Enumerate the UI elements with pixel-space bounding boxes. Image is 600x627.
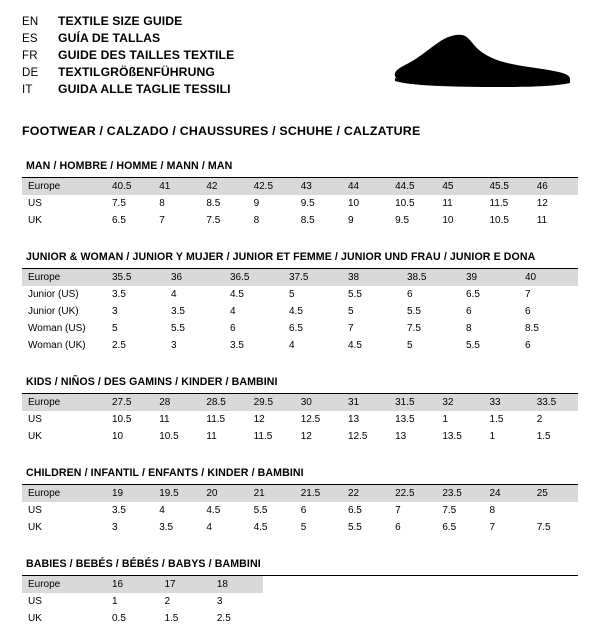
table-row [22,337,578,354]
cell: 11.5 [253,431,273,442]
row-label: Woman (US) [28,323,86,334]
table-row [22,394,578,411]
cell: 10 [112,431,124,442]
cell: 5.5 [348,289,362,300]
cell: 21 [248,485,295,502]
cell: 38.5 [401,269,460,286]
table-row [22,411,578,428]
cell: 45.5 [484,178,531,195]
row-label: Europe [22,269,106,286]
cell: 30 [295,394,342,411]
cell: 7 [159,215,165,226]
cell: 2.5 [216,613,231,624]
cell: 1 [442,414,448,425]
cell: 4 [159,505,165,516]
cell: 3 [171,340,177,351]
cell: 6.5 [442,522,457,533]
cell: 28 [153,394,200,411]
cell: 1 [112,596,118,607]
cell: 7.5 [442,505,457,516]
cell [316,610,368,627]
cell: 8 [489,505,496,516]
size-block-junior-woman [22,251,578,354]
cell: 9.5 [300,198,315,209]
cell [263,576,315,593]
cell: 23.5 [436,485,483,502]
dress-shoe-icon [392,32,572,94]
cell: 17 [158,576,210,593]
cell: 8.5 [300,215,315,226]
cell: 46 [531,178,578,195]
size-block-man [22,160,578,229]
cell: 43 [295,178,342,195]
cell: 40 [519,269,578,286]
table-row [22,195,578,212]
cell: 10.5 [159,431,179,442]
cell [368,576,420,593]
cell: 22 [342,485,389,502]
cell: 6 [525,340,531,351]
cell: 45 [436,178,483,195]
cell: 19.5 [153,485,200,502]
cell: 39 [460,269,519,286]
cell: 10 [347,198,360,209]
cell: 5.5 [253,505,268,516]
cell: 4 [289,340,295,351]
cell: 31.5 [389,394,436,411]
cell: 3 [112,306,118,317]
cell: 35.5 [106,269,165,286]
cell: 9 [347,215,354,226]
cell: 8 [159,198,165,209]
cell: 2 [536,414,543,425]
language-title: TEXTILGRÖßENFÜHRUNG [58,65,215,79]
row-label: Europe [22,178,106,195]
cell: 12 [253,414,265,425]
cell: 5 [407,340,413,351]
cell: 28.5 [200,394,247,411]
cell: 3.5 [112,505,126,516]
language-title: GUÍA DE TALLAS [58,31,161,45]
size-table-man [22,178,578,229]
cell [526,610,579,627]
cell: 4.5 [348,340,362,351]
cell: 4.5 [289,306,303,317]
cell: 6 [300,505,307,516]
block-title: JUNIOR & WOMAN / JUNIOR Y MUJER / JUNIOR ET FEMME / JUNIOR UND FRAU / JUNIOR E DONA [26,251,536,263]
cell: 5.5 [466,340,480,351]
table-row [22,303,578,320]
table-row [22,178,578,195]
row-label: UK [28,431,42,442]
table-row [22,212,578,229]
row-label: Europe [22,394,106,411]
size-table-babies [22,576,578,627]
cell: 9.5 [395,215,410,226]
cell: 41 [153,178,200,195]
language-code: DE [22,67,39,79]
cell: 20 [200,485,247,502]
size-table-junior-woman [22,269,578,354]
cell [421,593,473,610]
row-label: US [28,198,42,209]
cell: 11.5 [489,198,509,209]
row-label: UK [28,613,42,624]
cell: 3 [112,522,118,533]
cell: 3.5 [159,522,174,533]
cell: 6.5 [112,215,126,226]
cell: 12.5 [347,431,368,442]
cell: 36 [165,269,224,286]
cell: 10.5 [112,414,132,425]
cell: 1 [489,431,496,442]
cell: 31 [342,394,389,411]
cell: 4.5 [253,522,268,533]
cell: 1.5 [489,414,504,425]
cell: 13 [395,431,407,442]
cell: 10 [442,215,454,226]
cell: 6 [230,323,236,334]
cell: 5 [289,289,295,300]
table-row [22,269,578,286]
cell: 12 [536,198,548,209]
cell: 16 [106,576,158,593]
cell [316,593,368,610]
cell: 6 [466,306,472,317]
cell [531,502,578,519]
cell: 2.5 [112,340,126,351]
cell: 7 [525,289,531,300]
cell: 13.5 [442,431,462,442]
cell: 1.5 [164,613,179,624]
language-code: EN [22,16,39,28]
cell: 2 [164,596,170,607]
cell: 7 [395,505,401,516]
cell: 3.5 [171,306,185,317]
cell: 7.5 [206,215,221,226]
cell: 32 [436,394,483,411]
cell: 7.5 [536,522,551,533]
size-table-kids [22,394,578,445]
cell: 6 [407,289,413,300]
cell: 5.5 [171,323,185,334]
cell: 33.5 [531,394,578,411]
cell [263,593,315,610]
table-row [22,576,578,593]
cell: 6 [395,522,401,533]
row-label: Europe [22,576,106,593]
cell: 5.5 [407,306,421,317]
cell: 38 [342,269,401,286]
row-label: UK [28,522,42,533]
cell: 27.5 [106,394,153,411]
language-title: GUIDE DES TAILLES TEXTILE [58,48,235,62]
cell: 11 [536,215,548,226]
cell: 6.5 [347,505,362,516]
cell: 33 [484,394,531,411]
cell [526,593,579,610]
cell [316,576,368,593]
cell [263,610,315,627]
cell: 10.5 [489,215,509,226]
cell: 9 [253,198,260,209]
block-title: MAN / HOMBRE / HOMME / MANN / MAN [26,160,233,172]
cell: 7.5 [407,323,421,334]
cell: 3 [216,596,223,607]
cell: 4 [171,289,177,300]
cell [526,576,579,593]
cell [421,576,473,593]
cell: 42.5 [248,178,295,195]
size-block-kids [22,376,578,445]
size-block-children [22,467,578,536]
cell: 5 [112,323,118,334]
cell: 5 [348,306,354,317]
cell: 11 [442,198,453,209]
cell: 6.5 [289,323,303,334]
cell: 4 [230,306,236,317]
row-label: US [28,505,42,516]
cell: 29.5 [248,394,295,411]
cell: 7.5 [112,198,126,209]
table-row [22,610,578,627]
table-row [22,519,578,536]
language-row [22,14,578,31]
cell: 42 [200,178,247,195]
cell: 40.5 [106,178,153,195]
cell: 11.5 [206,414,226,425]
table-row [22,320,578,337]
cell: 11 [206,431,217,442]
block-title: BABIES / BEBÉS / BÉBÉS / BABYS / BAMBINI [26,558,261,570]
cell [421,610,473,627]
cell: 11 [159,414,170,425]
cell: 0.5 [112,613,126,624]
cell: 44 [342,178,389,195]
language-title: GUIDA ALLE TAGLIE TESSILI [58,82,231,96]
cell [473,593,525,610]
cell: 18 [211,576,263,593]
cell: 22.5 [389,485,436,502]
cell: 5 [300,522,307,533]
cell: 8 [253,215,260,226]
table-row [22,485,578,502]
cell: 19 [106,485,153,502]
cell: 4.5 [230,289,244,300]
cell [473,610,525,627]
cell: 12.5 [300,414,321,425]
row-label: UK [28,215,42,226]
cell: 7 [489,522,496,533]
cell: 8.5 [206,198,221,209]
cell: 24 [484,485,531,502]
language-code: ES [22,33,38,45]
language-title: TEXTILE SIZE GUIDE [58,14,183,28]
cell: 5.5 [347,522,362,533]
cell [368,610,420,627]
row-label: Junior (UK) [28,306,79,317]
table-row [22,502,578,519]
cell: 44.5 [389,178,436,195]
cell [473,576,525,593]
block-title: CHILDREN / INFANTIL / ENFANTS / KINDER / BAMBINI [26,467,304,479]
cell: 7 [348,323,354,334]
cell: 3.5 [230,340,244,351]
cell: 37.5 [283,269,342,286]
row-label: US [28,414,42,425]
cell: 4.5 [206,505,221,516]
table-row [22,286,578,303]
cell: 6.5 [466,289,480,300]
table-row [22,593,578,610]
row-label: Europe [22,485,106,502]
row-label: US [28,596,42,607]
cell: 8 [466,323,472,334]
language-code: IT [22,84,33,96]
cell: 3.5 [112,289,126,300]
cell: 8.5 [525,323,539,334]
row-label: Junior (US) [28,289,79,300]
cell: 13 [347,414,360,425]
cell: 36.5 [224,269,283,286]
cell: 25 [531,485,578,502]
cell [368,593,420,610]
document-header [22,14,578,106]
size-block-babies [22,558,578,627]
table-row [22,428,578,445]
cell: 13.5 [395,414,415,425]
footwear-section-title: FOOTWEAR / CALZADO / CHAUSSURES / SCHUHE / CALZATURE [22,124,421,138]
language-code: FR [22,50,38,62]
block-title: KIDS / NIÑOS / DES GAMINS / KINDER / BAMBINI [26,376,278,388]
row-label: Woman (UK) [28,340,86,351]
cell: 21.5 [295,485,342,502]
cell: 12 [300,431,312,442]
cell: 4 [206,522,212,533]
size-table-children [22,485,578,536]
cell: 6 [525,306,531,317]
cell: 10.5 [395,198,415,209]
cell: 1.5 [536,431,551,442]
